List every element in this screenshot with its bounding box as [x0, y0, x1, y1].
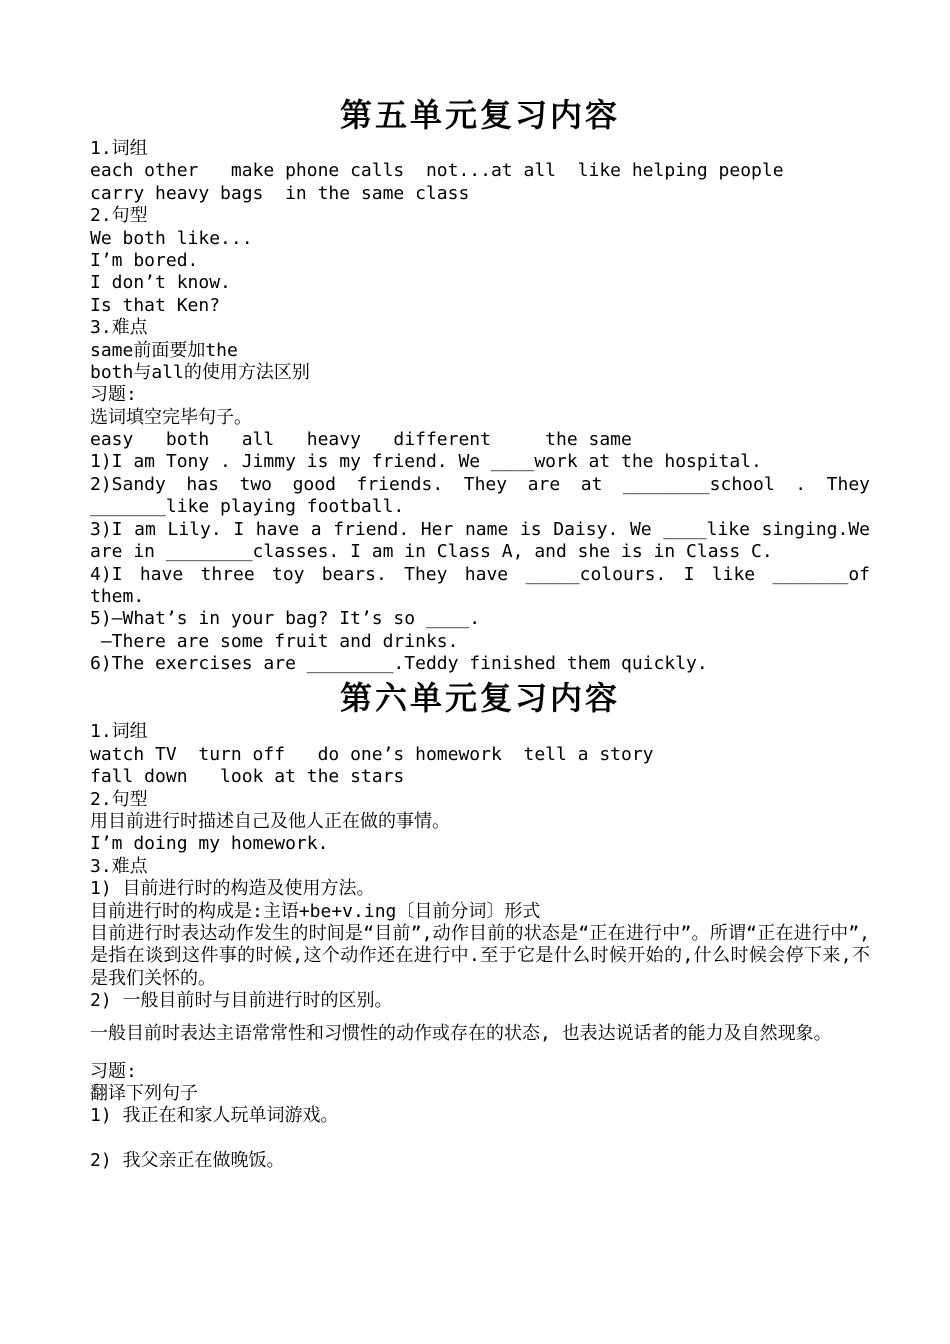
unit5-phrases-line2: carry heavy bags in the same class [90, 182, 470, 204]
unit6-pattern-2: I’m doing my homework. [90, 833, 329, 855]
unit5-exercise-heading: 习题: [90, 384, 137, 406]
unit6-translation-2: 2) 我父亲正在做晚饭。 [90, 1149, 285, 1171]
unit5-difficulty-2: both与all的使用方法区别 [90, 361, 310, 383]
unit5-pattern-4: Is that Ken? [90, 294, 221, 316]
unit5-question-6: 6)The exercises are ________.Teddy finished them quickly. [90, 653, 708, 675]
unit5-pattern-2: I’m bored. [90, 249, 199, 271]
unit6-translation-1: 1) 我正在和家人玩单词游戏。 [90, 1105, 339, 1127]
unit6-difficulty-2: 目前进行时的构成是:主语+be+v.ing〔目前分词〕形式 [90, 900, 541, 922]
unit6-exercise-instruction: 翻译下列句子 [90, 1083, 198, 1104]
unit6-difficulty-1: 1) 目前进行时的构造及使用方法。 [90, 878, 375, 900]
unit5-exercise-instruction: 选词填空完毕句子。 [90, 406, 252, 428]
unit6-difficulty-heading: 3.难点 [90, 855, 148, 877]
unit5-phrases-line1: each other make phone calls not...at all like helping people [90, 160, 784, 182]
unit6-exercise-heading: 习题: [90, 1060, 137, 1082]
unit6-difficulty-5: 一般目前时表达主语常常性和习惯性的动作或存在的状态, 也表达说话者的能力及自然现象。 [90, 1022, 832, 1044]
unit6-phrases-line2: fall down look at the stars [90, 766, 405, 788]
unit6-phrases-heading: 1.词组 [90, 721, 148, 743]
unit5-question-3: 3)I am Lily. I have a friend. Her name is Daisy. We ____like singing.We are in ________classes. I am in Class A, and she is in Class C. [90, 518, 881, 563]
unit5-pattern-3: I don’t know. [90, 272, 231, 294]
unit6-difficulty-4: 2) 一般目前时与目前进行时的区别。 [90, 990, 393, 1012]
unit5-difficulty-1: same前面要加the [90, 339, 238, 361]
unit5-question-5a: 5)—What’s in your bag? It’s so ____. [90, 608, 481, 630]
unit5-question-5b: —There are some fruit and drinks. [90, 630, 459, 652]
document-page [90, 92, 881, 1172]
unit6-title: 第六单元复习内容 [339, 679, 620, 718]
unit5-word-bank: easy both all heavy different the same [90, 429, 632, 451]
unit5-difficulty-heading: 3.难点 [90, 317, 148, 339]
unit6-phrases-line1: watch TV turn off do one’s homework tell a story [90, 743, 654, 765]
unit6-pattern-1: 用目前进行时描述自己及他人正在做的事情。 [90, 811, 450, 833]
unit5-patterns-heading: 2.句型 [90, 205, 148, 227]
unit5-question-4: 4)I have three toy bears. They have _____colours. I like _______of them. [90, 563, 881, 607]
unit6-difficulty-3: 目前进行时表达动作发生的时间是“目前”,动作目前的状态是“正在进行中”。所谓“正在进行中”,是指在谈到这件事的时候,这个动作还在进行中.至于它是什么时候开始的,什么时候会停下来,不是我们关怀的。 [90, 923, 870, 989]
unit5-pattern-1: We both like... [90, 227, 253, 249]
unit5-phrases-heading: 1.词组 [90, 138, 148, 159]
unit5-question-1: 1)I am Tony . Jimmy is my friend. We ____work at the hospital. [90, 451, 762, 473]
unit5-title: 第五单元复习内容 [339, 96, 620, 134]
unit5-question-2: 2)Sandy has two good friends. They are at ________school . They _______like playing football. [90, 473, 881, 518]
unit6-patterns-heading: 2.句型 [90, 788, 148, 810]
